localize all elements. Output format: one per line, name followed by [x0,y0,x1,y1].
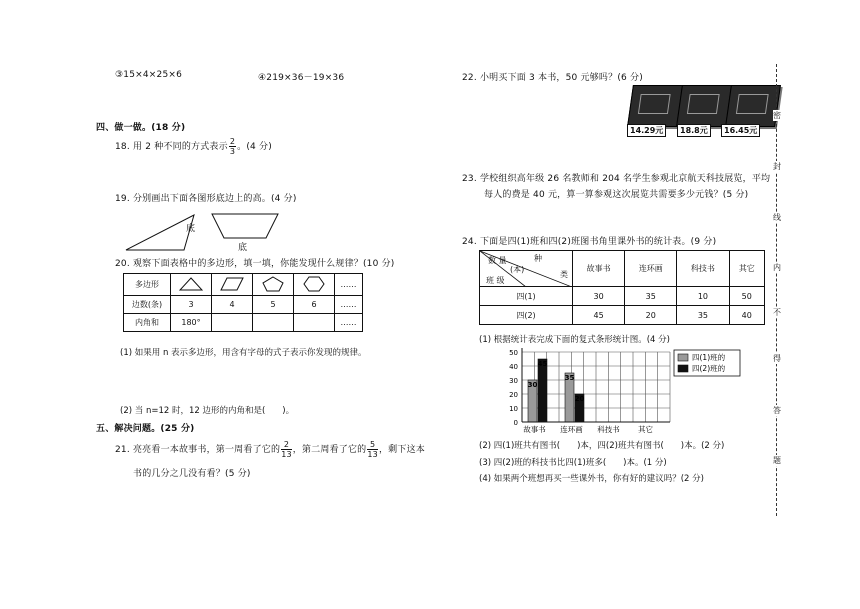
table-cell: 10 [677,287,729,306]
table-cell: 45 [573,306,625,325]
pentagon-cell [253,274,294,296]
col-header: 科技书 [677,251,729,287]
question-23-line2: 每人的费是 40 元，算一算参观这次展览共需要多少元钱？(5 分) [484,190,749,200]
x-tick-label: 其它 [638,425,653,434]
shapes-figure [120,210,290,255]
sides-cell: 3 [171,296,212,314]
sides-row-label: 边数(条) [124,296,171,314]
trapezoid-base-label: 底 [238,243,248,253]
question-24-1: (1) 根据统计表完成下面的复式条形统计图。(4 分) [479,335,670,345]
bar-2 [538,359,547,422]
seal-dashed-line [776,64,777,516]
sides-cell: 6 [294,296,335,314]
table-cell: 20 [625,306,677,325]
fraction-2-13: $\frac{2}{13}$ [281,440,292,459]
col-header: 故事书 [573,251,625,287]
table-corner-cell: 种 类 数 量 (本) 班 级 [480,251,573,287]
ellipsis-cell: …… [335,296,363,314]
col-header: 其它 [729,251,764,287]
triangle-shape [126,215,194,250]
angle-row-label: 内角和 [124,314,171,332]
book-2-price: 18.8元 [677,124,711,137]
ellipsis-cell: …… [335,274,363,296]
polygon-table [123,273,363,332]
y-tick-label: 0 [513,419,518,427]
book-1-price: 14.29元 [627,124,666,137]
bar-data-label: 20 [574,395,585,403]
y-tick-label: 50 [509,349,518,357]
table-cell: 40 [729,306,764,325]
calc-item-3: ③15×4×25×6 [115,70,183,80]
x-tick-label: 故事书 [523,425,546,434]
book-1-image [627,85,683,127]
calc-item-4: ④219×36－19×36 [258,73,345,83]
angle-cell-blank[interactable] [294,314,335,332]
legend-swatch [678,365,688,372]
y-tick-label: 30 [509,377,518,385]
table-cell: 50 [729,287,764,306]
y-tick-label: 20 [509,391,518,399]
table-cell: 30 [573,287,625,306]
question-20-1: (1) 如果用 n 表示多边形，用含有字母的式子表示你发现的规律。 [120,348,367,358]
polygon-header: 多边形 [124,274,171,296]
seal-char: 封 [773,162,781,171]
legend-swatch [678,354,688,361]
section-5-title: 五、解决问题。(25 分) [96,424,195,434]
seal-char: 密 [773,111,781,120]
book-3-price: 16.45元 [721,124,760,137]
question-18: 18. 用 2 种不同的方式表示 $\frac{2}{3}$ 。(4 分) [115,137,272,156]
question-22: 22. 小明买下面 3 本书，50 元够吗？(6 分) [462,73,643,83]
bar-chart [500,346,750,438]
row-label: 四(2) [480,306,573,325]
x-tick-label: 科技书 [597,425,620,434]
fraction-2-3: $\frac{2}{3}$ [229,137,236,156]
sides-cell: 4 [212,296,253,314]
col-header: 连环画 [625,251,677,287]
question-24-3: (3) 四(2)班的科技书比四(1)班多( )本。(1 分) [479,458,667,468]
x-tick-label: 连环画 [560,425,583,434]
legend-label: 四(1)班的 [692,353,726,362]
fraction-5-13: $\frac{5}{13}$ [367,440,378,459]
question-24: 24. 下面是四(1)班和四(2)班图书角里课外书的统计表。(9 分) [462,237,717,247]
question-20: 20. 观察下面表格中的多边形，填一填，你能发现什么规律？(10 分) [115,259,395,269]
book-stat-table [479,250,765,325]
question-23: 23. 学校组织高年级 26 名教师和 204 名学生参观北京航天科技展览，平均 [462,174,771,184]
row-label: 四(1) [480,287,573,306]
section-4-title: 四、做一做。(18 分) [96,123,186,133]
seal-char: 题 [773,456,781,465]
angle-cell-blank[interactable] [253,314,294,332]
question-21-line2: 书的几分之几没有看？(5 分) [133,469,251,479]
y-tick-label: 40 [509,363,518,371]
legend-label: 四(2)班的 [692,364,726,373]
ellipsis-cell: …… [335,314,363,332]
seal-char: 不 [773,308,781,317]
seal-char: 答 [773,406,781,415]
table-cell: 35 [677,306,729,325]
triangle-base-label: 底 [186,224,196,234]
question-20-2: (2) 当 n=12 时，12 边形的内角和是( )。 [120,406,295,416]
parallelogram-cell [212,274,253,296]
bar-data-label: 35 [564,374,575,382]
angle-cell: 180° [171,314,212,332]
question-24-4: (4) 如果两个班想再买一些课外书，你有好的建议吗？(2 分) [479,474,704,484]
question-21: 21. 亮亮看一本故事书，第一周看了它的 $\frac{2}{13}$ ，第二周看了它的 $\frac{5}{13}$ ，剩下这本 [115,440,425,459]
seal-char: 内 [773,263,781,272]
book-2-image [676,85,732,127]
hexagon-cell [294,274,335,296]
question-19: 19. 分别画出下面各图形底边上的高。(4 分) [115,194,297,204]
table-cell: 35 [625,287,677,306]
trapezoid-shape [212,214,278,238]
y-tick-label: 10 [509,405,518,413]
angle-cell-blank[interactable] [212,314,253,332]
bar-data-label: 45 [537,360,548,368]
triangle-cell [171,274,212,296]
seal-char: 线 [773,213,781,222]
question-24-2: (2) 四(1)班共有图书( )本，四(2)班共有图书( )本。(2 分) [479,441,725,451]
sides-cell: 5 [253,296,294,314]
bar-data-label: 30 [527,381,538,389]
seal-char: 得 [773,354,781,363]
